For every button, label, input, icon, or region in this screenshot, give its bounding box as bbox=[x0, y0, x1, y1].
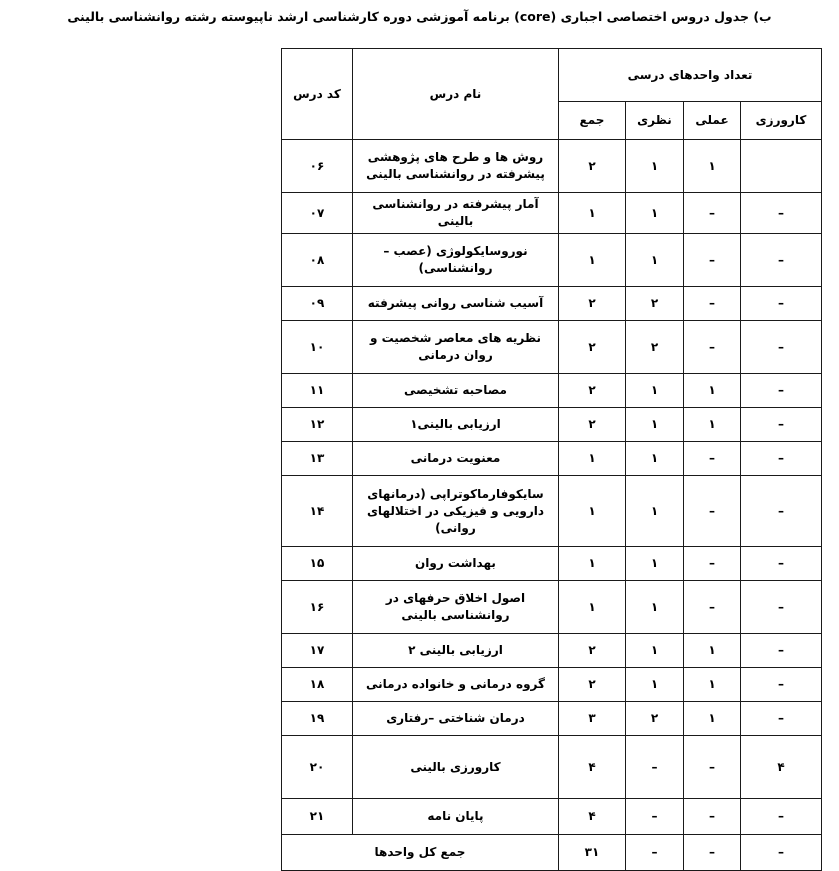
cell-practical: – bbox=[684, 287, 741, 321]
cell-course-code: ۱۴ bbox=[281, 476, 352, 547]
cell-internship: – bbox=[741, 668, 822, 702]
cell-course-name: سایکوفارماکوتراپی (درمانهای دارویی و فیزیکی در اختلالهای روانی) bbox=[352, 476, 558, 547]
cell-course-code: ۲۱ bbox=[281, 799, 352, 835]
table-row bbox=[281, 408, 821, 442]
cell-course-name: مصاحبه تشخیصی bbox=[352, 374, 558, 408]
table-row bbox=[281, 799, 821, 835]
table-row bbox=[281, 374, 821, 408]
cell-theory: ۱ bbox=[626, 442, 684, 476]
cell-practical: ۱ bbox=[684, 634, 741, 668]
cell-practical: – bbox=[684, 234, 741, 287]
cell-practical: – bbox=[684, 193, 741, 234]
cell-course-code: ۲۰ bbox=[281, 736, 352, 799]
cell-internship: – bbox=[741, 442, 822, 476]
cell-course-name: روش ها و طرح های پژوهشی پیشرفته در روانشناسی بالینی bbox=[352, 140, 558, 193]
cell-internship: – bbox=[741, 374, 822, 408]
cell-internship: – bbox=[741, 321, 822, 374]
header-course-name: نام درس bbox=[352, 49, 558, 140]
cell-internship: – bbox=[741, 234, 822, 287]
cell-internship: ۴ bbox=[741, 736, 822, 799]
cell-course-name: نوروسایکولوژی (عصب – روانشناسی) bbox=[352, 234, 558, 287]
cell-total: ۱ bbox=[558, 581, 625, 634]
cell-total: ۱ bbox=[558, 547, 625, 581]
header-credits-group: تعداد واحدهای درسی bbox=[558, 49, 821, 102]
cell-internship: – bbox=[741, 634, 822, 668]
table-row bbox=[281, 442, 821, 476]
cell-internship: – bbox=[741, 799, 822, 835]
course-table bbox=[281, 48, 822, 871]
cell-theory: ۲ bbox=[626, 287, 684, 321]
cell-course-name: ارزیابی بالینی۱ bbox=[352, 408, 558, 442]
cell-practical: – bbox=[684, 736, 741, 799]
cell-total: ۱ bbox=[558, 234, 625, 287]
table-row bbox=[281, 702, 821, 736]
cell-course-name: اصول اخلاق حرفهای در روانشناسی بالینی bbox=[352, 581, 558, 634]
table-row bbox=[281, 547, 821, 581]
cell-course-code: ۱۷ bbox=[281, 634, 352, 668]
cell-total: ۴ bbox=[558, 799, 625, 835]
cell-course-code: ۱۵ bbox=[281, 547, 352, 581]
cell-total: ۲ bbox=[558, 634, 625, 668]
cell-theory: ۲ bbox=[626, 702, 684, 736]
cell-course-code: ۱۶ bbox=[281, 581, 352, 634]
cell-course-code: ۱۲ bbox=[281, 408, 352, 442]
header-internship: کارورزی bbox=[741, 102, 822, 140]
cell-internship bbox=[741, 140, 822, 193]
cell-practical: – bbox=[684, 476, 741, 547]
table-row bbox=[281, 476, 821, 547]
total-cell-theory: – bbox=[626, 835, 684, 871]
cell-course-code: ۰۸ bbox=[281, 234, 352, 287]
cell-theory: ۱ bbox=[626, 140, 684, 193]
cell-theory: ۱ bbox=[626, 547, 684, 581]
table-body bbox=[281, 140, 821, 871]
cell-course-name: ارزیابی بالینی ۲ bbox=[352, 634, 558, 668]
cell-internship: – bbox=[741, 408, 822, 442]
cell-total: ۲ bbox=[558, 321, 625, 374]
header-practical: عملی bbox=[684, 102, 741, 140]
header-row-group bbox=[281, 49, 821, 102]
cell-total: ۲ bbox=[558, 140, 625, 193]
total-cell-internship: – bbox=[741, 835, 822, 871]
cell-practical: – bbox=[684, 799, 741, 835]
cell-course-code: ۰۷ bbox=[281, 193, 352, 234]
cell-practical: – bbox=[684, 581, 741, 634]
table-header bbox=[281, 49, 821, 140]
cell-course-name: معنویت درمانی bbox=[352, 442, 558, 476]
cell-internship: – bbox=[741, 193, 822, 234]
cell-theory: ۱ bbox=[626, 476, 684, 547]
cell-total: ۲ bbox=[558, 408, 625, 442]
cell-theory: ۱ bbox=[626, 193, 684, 234]
cell-course-name: آمار پیشرفته در روانشناسی بالینی bbox=[352, 193, 558, 234]
course-table-container bbox=[282, 48, 822, 871]
cell-internship: – bbox=[741, 702, 822, 736]
total-cell-practical: – bbox=[684, 835, 741, 871]
cell-total: ۲ bbox=[558, 374, 625, 408]
table-row bbox=[281, 287, 821, 321]
cell-total: ۳ bbox=[558, 702, 625, 736]
cell-theory: – bbox=[626, 736, 684, 799]
header-theory: نظری bbox=[626, 102, 684, 140]
table-row bbox=[281, 736, 821, 799]
cell-total: ۲ bbox=[558, 287, 625, 321]
cell-course-code: ۱۹ bbox=[281, 702, 352, 736]
page-title: ب) جدول دروس اختصاصی اجباری (core) برنامه آموزشی دوره کارشناسی ارشد ناپیوسته رشته روانشناسی بالینی bbox=[67, 9, 772, 24]
table-row bbox=[281, 193, 821, 234]
cell-total: ۱ bbox=[558, 476, 625, 547]
cell-theory: ۱ bbox=[626, 374, 684, 408]
cell-theory: ۱ bbox=[626, 408, 684, 442]
table-row bbox=[281, 634, 821, 668]
cell-total: ۱ bbox=[558, 442, 625, 476]
header-total: جمع bbox=[558, 102, 625, 140]
cell-practical: ۱ bbox=[684, 374, 741, 408]
cell-practical: ۱ bbox=[684, 140, 741, 193]
cell-practical: – bbox=[684, 442, 741, 476]
table-row bbox=[281, 234, 821, 287]
total-cell-total: ۳۱ bbox=[558, 835, 625, 871]
cell-course-code: ۱۰ bbox=[281, 321, 352, 374]
cell-practical: ۱ bbox=[684, 408, 741, 442]
cell-practical: ۱ bbox=[684, 702, 741, 736]
cell-practical: – bbox=[684, 547, 741, 581]
cell-internship: – bbox=[741, 547, 822, 581]
cell-course-name: بهداشت روان bbox=[352, 547, 558, 581]
cell-course-name: درمان شناختی –رفتاری bbox=[352, 702, 558, 736]
cell-internship: – bbox=[741, 287, 822, 321]
table-row bbox=[281, 140, 821, 193]
cell-theory: ۲ bbox=[626, 321, 684, 374]
table-total-row bbox=[281, 835, 821, 871]
cell-course-name: آسیب شناسی روانی پیشرفته bbox=[352, 287, 558, 321]
cell-course-code: ۰۶ bbox=[281, 140, 352, 193]
cell-internship: – bbox=[741, 581, 822, 634]
header-course-code: کد درس bbox=[281, 49, 352, 140]
table-row bbox=[281, 321, 821, 374]
total-cell-label: جمع کل واحدها bbox=[281, 835, 558, 871]
cell-theory: ۱ bbox=[626, 234, 684, 287]
cell-total: ۴ bbox=[558, 736, 625, 799]
cell-course-code: ۰۹ bbox=[281, 287, 352, 321]
cell-theory: – bbox=[626, 799, 684, 835]
cell-theory: ۱ bbox=[626, 581, 684, 634]
cell-course-name: نظریه های معاصر شخصیت و روان درمانی bbox=[352, 321, 558, 374]
cell-practical: – bbox=[684, 321, 741, 374]
cell-course-name: پایان نامه bbox=[352, 799, 558, 835]
table-row bbox=[281, 668, 821, 702]
cell-practical: ۱ bbox=[684, 668, 741, 702]
cell-course-code: ۱۳ bbox=[281, 442, 352, 476]
cell-theory: ۱ bbox=[626, 668, 684, 702]
cell-course-code: ۱۱ bbox=[281, 374, 352, 408]
cell-course-code: ۱۸ bbox=[281, 668, 352, 702]
cell-total: ۲ bbox=[558, 668, 625, 702]
cell-theory: ۱ bbox=[626, 634, 684, 668]
table-row bbox=[281, 581, 821, 634]
cell-total: ۱ bbox=[558, 193, 625, 234]
cell-course-name: گروه درمانی و خانواده درمانی bbox=[352, 668, 558, 702]
cell-course-name: کارورزی بالینی bbox=[352, 736, 558, 799]
cell-internship: – bbox=[741, 476, 822, 547]
